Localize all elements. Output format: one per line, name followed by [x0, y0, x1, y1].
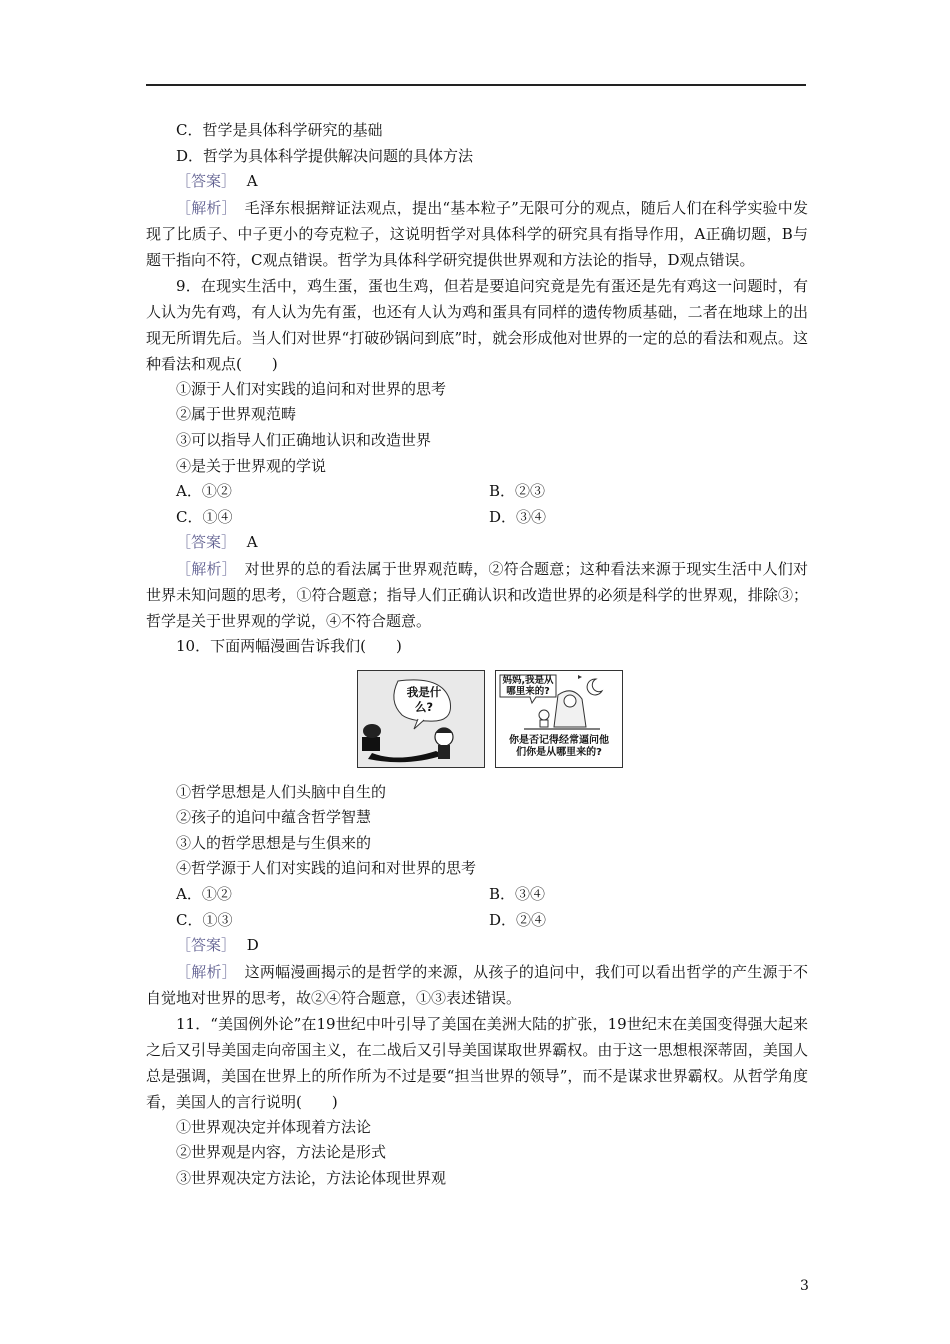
q10-options-ab — [146, 882, 808, 908]
q10-option-d: D．②④ — [489, 910, 547, 929]
analysis-tag: ［解析］ — [176, 962, 230, 981]
q10-stem: 10．下面两幅漫画告诉我们( ) — [176, 636, 402, 655]
q9-analysis — [146, 556, 808, 634]
q9-item-3: ③可以指导人们正确地认识和改造世界 — [176, 430, 432, 449]
q10-analysis — [146, 959, 808, 1011]
q9-item-4: ④是关于世界观的学说 — [176, 456, 327, 475]
q10-option-b: B．③④ — [489, 884, 546, 903]
comic2-caption: 你是否记得经常逼问他们你是从哪里来的? — [509, 734, 609, 758]
comic-what-am-i — [357, 670, 485, 768]
q11-item-3: ③世界观决定方法论，方法论体现世界观 — [176, 1168, 447, 1187]
q9-option-d: D．③④ — [489, 507, 547, 526]
comic2-speech: 妈妈,我是从哪里来的? — [502, 674, 554, 697]
analysis-text: 毛泽东根据辩证法观点，提出“基本粒子”无限可分的观点，随后人们在科学实验中发现了比质子、中子更小的夸克粒子，这说明哲学对具体科学的研究具有指导作用，A正确切题，B与题干指向不符，C观点错误。哲学为具体科学研究提供世界观和方法论的指导，D观点错误。 — [146, 198, 808, 269]
comic1-speech: 我是什么? — [406, 684, 442, 714]
q8-analysis — [146, 195, 808, 273]
q10-answer — [146, 933, 808, 959]
q10-item-4: ④哲学源于人们对实践的追问和对世界的思考 — [176, 859, 477, 878]
answer-value: A — [246, 533, 258, 552]
q11-item-2: ②世界观是内容，方法论是形式 — [176, 1143, 387, 1162]
q8-option-c: C．哲学是具体科学研究的基础 — [176, 121, 383, 139]
q9-item-2: ②属于世界观范畴 — [176, 405, 297, 424]
answer-tag: ［答案］ — [176, 172, 237, 191]
q8-option-d: D．哲学为具体科学提供解决问题的具体方法 — [176, 146, 474, 165]
answer-value: A — [246, 172, 258, 191]
q10-options-cd — [146, 908, 808, 934]
q9-stem: 9．在现实生活中，鸡生蛋，蛋也生鸡，但若是要追问究竟是先有蛋还是先有鸡这一问题时，有人认为先有鸡，有人认为先有蛋，也还有人认为鸡和蛋具有同样的遗传物质基础，二者在地球上的出现无所谓先后。当人们对世界“打破砂锅问到底”时，就会形成他对世界的一定的总的看法和观点。这种看法和观点( ) — [146, 276, 808, 373]
q10-option-a: A．①② — [176, 884, 232, 903]
q10-item-2: ②孩子的追问中蕴含哲学智慧 — [176, 808, 372, 827]
q11-item-1: ①世界观决定并体现着方法论 — [176, 1117, 372, 1136]
answer-tag: ［答案］ — [176, 936, 237, 955]
q9-options-ab — [146, 479, 808, 505]
document-page — [146, 118, 808, 1191]
analysis-text: 对世界的总的看法属于世界观范畴，②符合题意；这种看法来源于现实生活中人们对世界未知问题的思考，①符合题意；指导人们正确认识和改造世界的必须是科学的世界观，排除③；哲学是关于世界观的学说，④不符合题意。 — [146, 559, 808, 630]
q9-options-cd — [146, 505, 808, 531]
analysis-tag: ［解析］ — [176, 198, 230, 217]
q9-answer — [146, 530, 808, 556]
header-rule — [146, 84, 806, 86]
page-number: 3 — [800, 1278, 809, 1294]
q10-item-3: ③人的哲学思想是与生俱来的 — [176, 833, 372, 852]
q9-option-b: B．②③ — [489, 482, 546, 501]
q9-option-a: A．①② — [176, 482, 232, 501]
analysis-tag: ［解析］ — [176, 559, 230, 578]
answer-tag: ［答案］ — [176, 533, 237, 552]
q10-option-c: C．①③ — [176, 910, 233, 929]
answer-value: D — [246, 936, 259, 955]
q9-option-c: C．①④ — [176, 507, 233, 526]
q9-item-1: ①源于人们对实践的追问和对世界的思考 — [176, 379, 447, 398]
comics-row — [146, 670, 808, 768]
comic-where-from — [495, 670, 623, 768]
q11-stem: 11．“美国例外论”在19世纪中叶引导了美国在美洲大陆的扩张，19世纪末在美国变得强大起来之后又引导美国走向帝国主义，在二战后又引导美国谋取世界霸权。由于这一思想根深蒂固，美国人总是强调，美国在世界上的所作所为不过是要“担当世界的领导”，而不是谋求世界霸权。从哲学角度看，美国人的言行说明( ) — [146, 1014, 808, 1111]
analysis-text: 这两幅漫画揭示的是哲学的来源，从孩子的追问中，我们可以看出哲学的产生源于不自觉地对世界的思考，故②④符合题意，①③表述错误。 — [146, 962, 808, 1007]
q8-answer — [146, 169, 808, 195]
q10-item-1: ①哲学思想是人们头脑中自生的 — [176, 782, 387, 801]
